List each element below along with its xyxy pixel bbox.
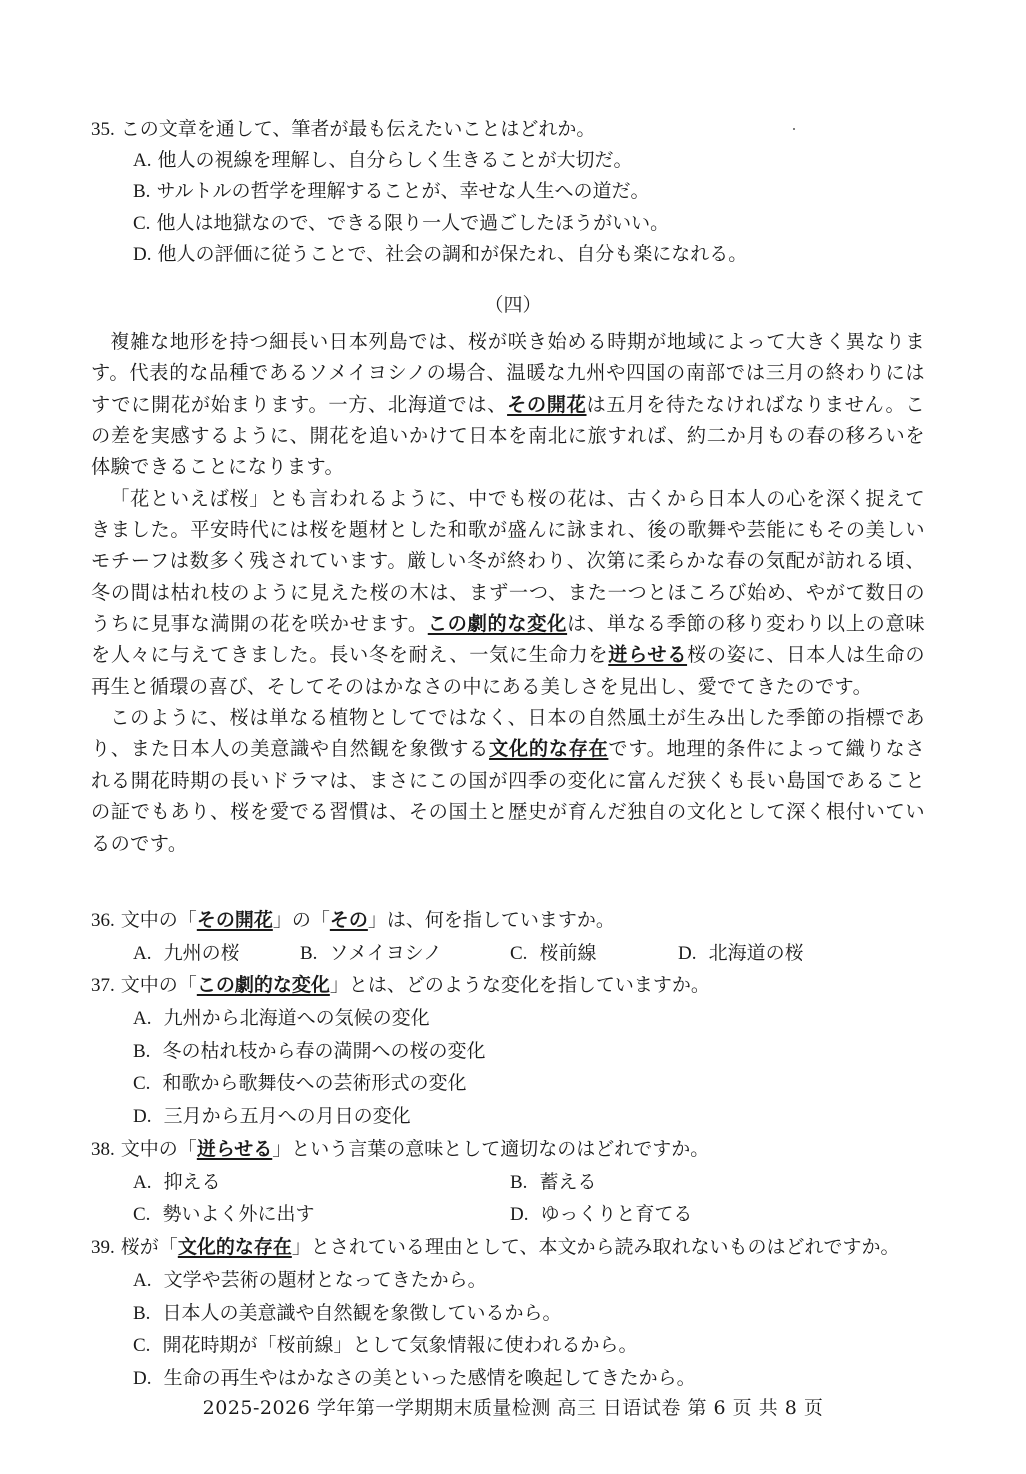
question-37-stem: 37. 文中の「この劇的な変化」とは、どのような変化を指していますか。 [91,974,710,996]
question-39-option-a: A. 文学や芸術の題材となってきたから。 [133,1269,487,1291]
scan-speck [793,128,795,130]
question-text: この文章を通して、筆者が最も伝えたいことはどれか。 [120,118,596,140]
question-36-option-d: D. 北海道の桜 [678,942,804,964]
page-footer: 2025-2026 学年第一学期期末质量检测 高三 日语试卷 第 6 页 共 8 页 [202,1397,824,1419]
question-38-option-d: D. ゆっくりと育てる [510,1203,693,1225]
question-35-option-d: D. 他人の評価に従うことで、社会の調和が保たれ、自分も楽になれる。 [133,243,748,265]
question-36-option-a: A. 九州の桜 [133,942,240,964]
question-37-option-a: A. 九州から北海道への気候の変化 [133,1007,430,1029]
section-title: （四） [484,294,542,316]
question-number: 37. [91,975,115,996]
question-39-option-c: C. 開花時期が「桜前線」として気象情報に使われるから。 [133,1334,638,1356]
question-number: 36. [91,910,115,931]
question-39-stem: 39. 桜が「文化的な存在」とされている理由として、本文から読み取れないものはどれですか。 [91,1236,900,1258]
question-35-option-c: C. 他人は地獄なので、できる限り一人で過ごしたほうがいい。 [133,212,670,234]
reading-passage [91,326,925,859]
question-number: 38. [91,1139,115,1160]
question-number: 35. [91,119,115,140]
underlined-phrase: 文化的な存在 [489,737,609,761]
question-36-stem: 36. 文中の「その開花」の「その」は、何を指していますか。 [91,909,615,931]
question-35-option-b: B. サルトルの哲学を理解することが、幸せな人生への道だ。 [133,180,650,202]
question-38-option-c: C. 勢いよく外に出す [133,1203,315,1225]
question-38-stem: 38. 文中の「迸らせる」という言葉の意味として適切なのはどれですか。 [91,1138,710,1160]
underlined-phrase: その開花 [507,392,587,416]
question-38-option-b: B. 蓄える [510,1171,597,1193]
question-35-option-a: A. 他人の視線を理解し、自分らしく生きることが大切だ。 [133,149,633,171]
underlined-phrase: この劇的な変化 [427,612,568,636]
question-37-option-c: C. 和歌から歌舞伎への芸術形式の変化 [133,1072,467,1094]
passage-paragraph-1: 複雑な地形を持つ細長い日本列島では、桜が咲き始める時期が地域によって大きく異なります。代表的な品種であるソメイヨシノの場合、温暖な九州や四国の南部では三月の終わりにはすでに開花が始まります。一方、北海道では、その開花は五月を待たなければなりません。この差を実感するように、開花を追いかけて日本を南北に旅すれば、約二か月もの春の移ろいを体験できることになります。 [91,330,925,479]
question-39-option-b: B. 日本人の美意識や自然観を象徴しているから。 [133,1302,562,1324]
passage-paragraph-3: このように、桜は単なる植物としてではなく、日本の自然風土が生み出した季節の指標であり、また日本人の美意識や自然観を象徴する文化的な存在です。地理的条件によって織りなされる開花時期の長いドラマは、まさにこの国が四季の変化に富んだ狭くも長い島国であることの証でもあり、桜を愛でる習慣は、その国土と歴史が育んだ独自の文化として深く根付いているのです。 [91,706,925,855]
question-37-option-d: D. 三月から五月への月日の変化 [133,1105,411,1127]
question-39-option-d: D. 生命の再生やはかなさの美といった感情を喚起してきたから。 [133,1367,696,1389]
underlined-phrase: 迸らせる [608,643,688,667]
question-37-option-b: B. 冬の枯れ枝から春の満開への桜の変化 [133,1040,486,1062]
question-36-option-c: C. 桜前線 [510,942,597,964]
question-number: 39. [91,1237,115,1258]
question-35-stem [91,116,595,143]
passage-paragraph-2: 「花といえば桜」とも言われるように、中でも桜の花は、古くから日本人の心を深く捉えてきました。平安時代には桜を題材とした和歌が盛んに詠まれ、後の歌舞や芸能にもその美しいモチーフは数多く残されています。厳しい冬が終わり、次第に柔らかな春の気配が訪れる頃、冬の間は枯れ枝のように見えた桜の木は、まず一つ、また一つとほころび始め、やがて数日のうちに見事な満開の花を咲かせます。この劇的な変化は、単なる季節の移り変わり以上の意味を人々に与えてきました。長い冬を耐え、一気に生命力を迸らせる桜の姿に、日本人は生命の再生と循環の喜び、そしてそのはかなさの中にある美しさを見出し、愛でてきたのです。 [91,486,925,698]
question-38-option-a: A. 抑える [133,1171,221,1193]
question-36-option-b: B. ソメイヨシノ [300,942,443,964]
